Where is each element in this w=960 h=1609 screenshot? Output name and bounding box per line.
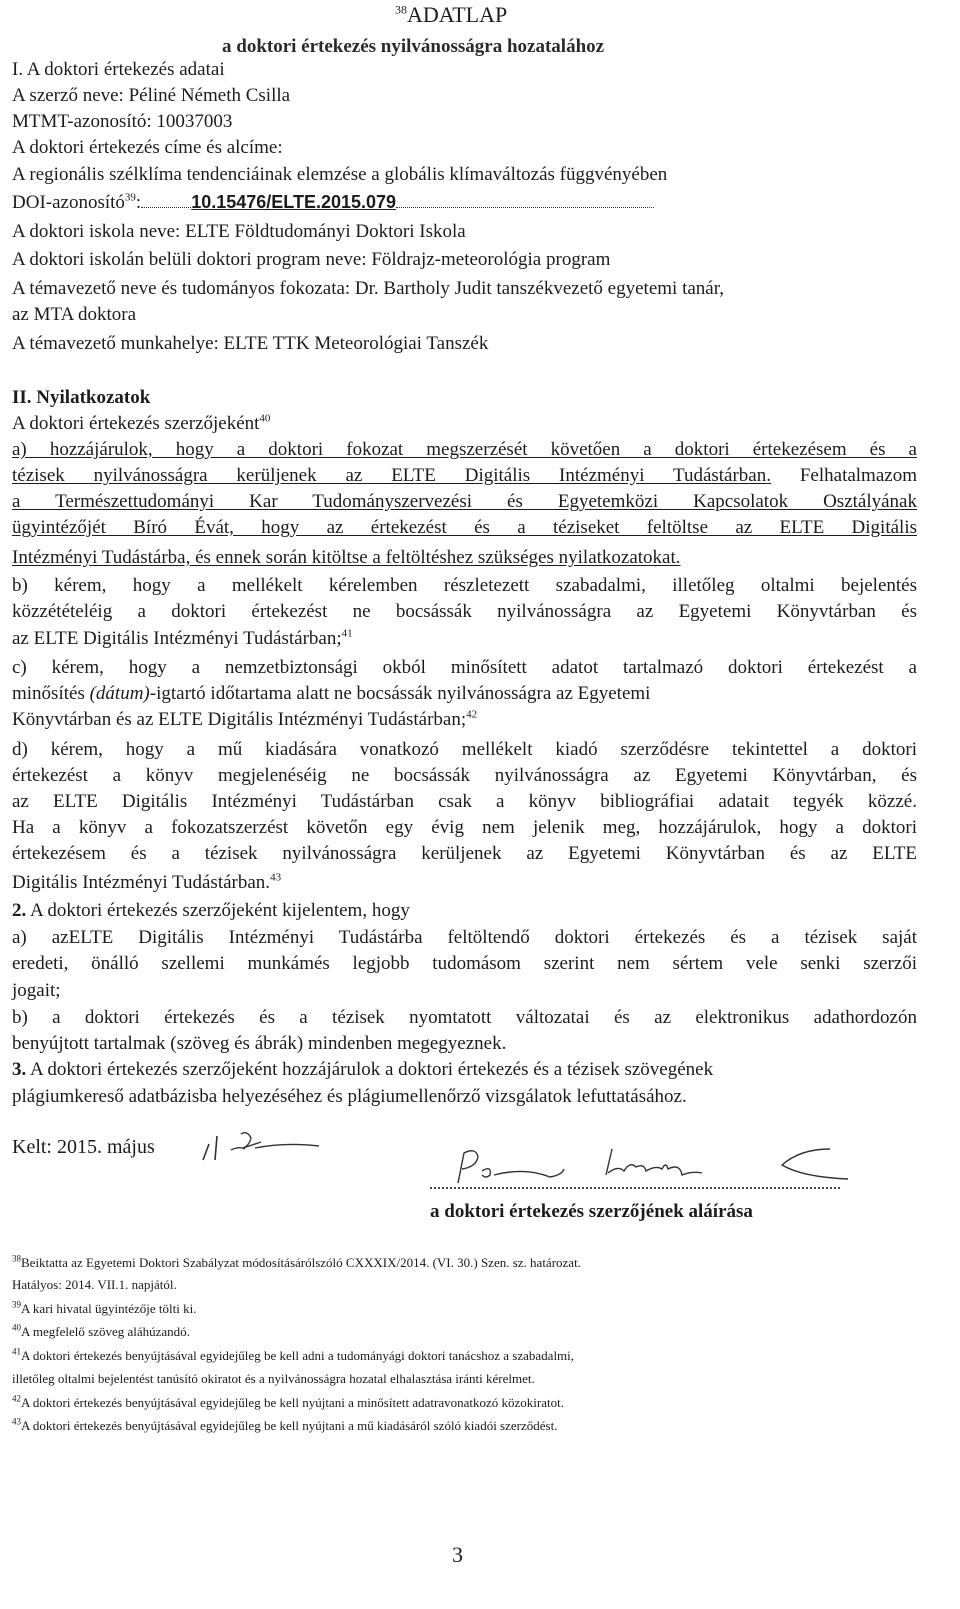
declaration-a-line-5: Intézményi Tudástárba, és ennek során kitöltse a feltöltéshez szükséges nyilatkozatokat. <box>12 547 681 568</box>
declaration-a-line-2 <box>12 463 917 489</box>
doi-footnote-ref: 39 <box>124 191 136 204</box>
doi-label: DOI-azonosító <box>12 192 125 213</box>
signature-caption: a doktori értekezés szerzőjének aláírása <box>430 1201 753 1222</box>
declaration-c-line-1: c) kérem, hogy a nemzetbiztonsági okból minősített adatot tartalmazó doktori értekezést a <box>12 657 917 678</box>
statement-3-line-1: A doktori értekezés szerzőjeként hozzájárulok a doktori értekezés és a tézisek szövegének <box>26 1059 714 1080</box>
doi-fill-line <box>141 191 191 208</box>
declaration-b-line-3-text: az ELTE Digitális Intézményi Tudástárban; <box>12 628 342 649</box>
declaration-a-line-1: a) hozzájárulok, hogy a doktori fokozat megszerzését követően a doktori értekezésem és a <box>12 439 917 460</box>
thesis-title-label: A doktori értekezés címe és alcíme: <box>12 137 283 158</box>
footnote-40-text: A megfelelő szöveg aláhúzandó. <box>21 1324 190 1339</box>
declaration-d-line-5: értekezésem és a tézisek nyilvánosságra kerüljenek az Egyetemi Könyvtárban és az ELTE <box>12 843 917 864</box>
declaration-a <box>12 437 917 541</box>
footnote-43 <box>12 1416 557 1435</box>
declaration-c-line-2-text: -igtartó időtartama alatt ne bocsássák nyilvánosságra az Egyetemi <box>149 683 651 704</box>
declaration-d-line-6 <box>12 870 281 896</box>
footnote-43-text: A doktori értekezés benyújtásával egyidejűleg be kell nyújtani a mű kiadásáról szóló kiadói szerződést. <box>21 1418 558 1433</box>
declaration-c-prefix: minősítés <box>12 683 90 704</box>
statement-2b-line-2: benyújtott tartalmak (szöveg és ábrák) mindenben megegyeznek. <box>12 1033 507 1054</box>
statement-2-intro <box>12 898 410 924</box>
statement-2b-line-1: b) a doktori értekezés és a tézisek nyomtatott változatai és az elektronikus adathordozón <box>12 1007 917 1028</box>
declaration-c-line-2 <box>12 681 650 707</box>
declaration-c-date-placeholder: (dátum) <box>89 683 150 704</box>
footnote-39-number: 39 <box>12 1299 21 1310</box>
doi-colon: : <box>135 192 142 213</box>
statement-2a <box>12 925 917 977</box>
declaration-a-line-4: ügyintézőjét Bíró Évát, hogy az értekezést és a téziseket feltöltse az ELTE Digitális <box>12 517 917 538</box>
declaration-c <box>12 655 917 681</box>
doctoral-school: A doktori iskola neve: ELTE Földtudományi Doktori Iskola <box>12 221 466 242</box>
footnote-41-line-2: illetőleg oltalmi bejelentést tanúsító okiratot és a nyilvánosságra hozatal elhalasztása iránti kérelmet. <box>12 1371 535 1386</box>
statement-2a-line-1: a) azELTE Digitális Intézményi Tudástárba feltöltendő doktori értekezés és a tézisek saját <box>12 927 917 948</box>
footnote-43-number: 43 <box>12 1416 21 1427</box>
footnote-38 <box>12 1253 581 1272</box>
author-signature-scribble <box>430 1135 850 1195</box>
doctoral-program: A doktori iskolán belüli doktori program neve: Földrajz-meteorológia program <box>12 249 611 270</box>
author-name: A szerző neve: Péliné Németh Csilla <box>12 85 291 106</box>
statement-2-intro-text: A doktori értekezés szerzőjeként kijelentem, hogy <box>26 900 410 921</box>
footnote-39 <box>12 1299 196 1318</box>
declaration-b <box>12 573 917 625</box>
declaration-a-line-2-underlined: tézisek nyilvánosságra kerüljenek az ELTE Digitális Intézményi Tudástárban. <box>12 465 771 486</box>
declaration-d-line-1: d) kérem, hogy a mű kiadására vonatkozó mellékelt kiadó szerződésre tekintettel a doktori <box>12 739 917 760</box>
footnote-38-number: 38 <box>12 1253 21 1264</box>
footnote-38-line-1: Beiktatta az Egyetemi Doktori Szabályzat módosításárólszóló CXXXIX/2014. (VI. 30.) Szen. sz. határozat. <box>21 1255 581 1270</box>
footnote-40-number: 40 <box>12 1322 21 1333</box>
date-label: Kelt: 2015. május <box>12 1136 155 1158</box>
declaration-c-line-3-text: Könyvtárban és az ELTE Digitális Intézményi Tudástárban; <box>12 709 467 730</box>
footnote-40 <box>12 1322 190 1341</box>
doi-row <box>12 189 654 216</box>
statement-2a-line-2: eredeti, önálló szellemi munkámés legjobb tudomásom szerint nem sértem vele senki szerzői <box>12 953 917 974</box>
form-title-text: ADATLAP <box>407 2 508 27</box>
signature-line <box>430 1187 840 1189</box>
declaration-a-line-2-tail: Felhatalmazom <box>771 465 917 486</box>
statement-3 <box>12 1057 713 1083</box>
footnote-42-number: 42 <box>12 1393 21 1404</box>
supervisor-workplace: A témavezető munkahelye: ELTE TTK Meteorológiai Tanszék <box>12 333 489 354</box>
doi-value: 10.15476/ELTE.2015.079 <box>191 192 397 212</box>
declaration-c-line-3 <box>12 707 477 733</box>
statement-3-number: 3. <box>12 1059 27 1080</box>
declaration-d-line-6-text: Digitális Intézményi Tudástárban. <box>12 872 271 893</box>
mtmt-id: MTMT-azonosító: 10037003 <box>12 111 233 132</box>
statement-2-number: 2. <box>12 900 27 921</box>
declaration-b-line-1: b) kérem, hogy a mellékelt kérelemben részletezett szabadalmi, illetőleg oltalmi bejelentés <box>12 575 917 596</box>
declaration-footnote-ref: 40 <box>259 412 271 425</box>
footnote-42-text: A doktori értekezés benyújtásával egyidejűleg be kell nyújtani a minősített adatravonatkozó közokiratot. <box>21 1395 564 1410</box>
statement-2b <box>12 1005 917 1031</box>
declaration-d <box>12 737 917 867</box>
section2-heading: II. Nyilatkozatok <box>12 387 151 408</box>
declaration-d-line-3: az ELTE Digitális Intézményi Tudástárban csak a könyv bibliográfiai adatait tegyék közzé. <box>12 791 917 812</box>
declaration-b-line-2: közzétételéig a doktori értekezést ne bocsássák nyilvánosságra az Egyetemi Könyvtárban és <box>12 601 917 622</box>
declaration-a-line-3: a Természettudományi Kar Tudományszervezési és Egyetemközi Kapcsolatok Osztályának <box>12 491 917 512</box>
handwritten-date-scribble <box>195 1116 335 1166</box>
thesis-title-value: A regionális szélklíma tendenciáinak elemzése a globális klímaváltozás függvényében <box>12 164 668 185</box>
declaration-d-line-2: értekezést a könyv megjelenéséig ne bocsássák nyilvánosságra az Egyetemi Könyvtárban, és <box>12 765 917 786</box>
footnote-39-text: A kari hivatal ügyintézője tölti ki. <box>21 1301 197 1316</box>
section1-heading: I. A doktori értekezés adatai <box>12 59 225 80</box>
supervisor-line-1: A témavezető neve és tudományos fokozata: Dr. Bartholy Judit tanszékvezető egyetemi tanár, <box>12 278 725 299</box>
form-subtitle: a doktori értekezés nyilvánosságra hozatalához <box>222 36 605 57</box>
statement-3-line-2: plágiumkereső adatbázisba helyezéséhez és plágiumellenőrző vizsgálatok lefuttatásához. <box>12 1086 687 1107</box>
footnote-41 <box>12 1346 574 1365</box>
footnote-38-line-2: Hatályos: 2014. VII.1. napjától. <box>12 1277 177 1292</box>
footnote-41-number: 41 <box>12 1346 21 1357</box>
statement-2a-line-3: jogait; <box>12 980 61 1001</box>
declaration-c-footnote-ref: 42 <box>466 708 478 721</box>
footnote-42 <box>12 1393 564 1412</box>
declaration-intro-text: A doktori értekezés szerzőjeként <box>12 413 260 434</box>
declaration-intro <box>12 411 270 437</box>
doi-fill-line-end <box>396 191 654 208</box>
declaration-d-footnote-ref: 43 <box>270 871 282 884</box>
declaration-d-line-4: Ha a könyv a fokozatszerzést követőn egy évig nem jelenik meg, hozzájárulok, hogy a doktori <box>12 817 917 838</box>
form-title-footnote-ref: 38 <box>395 2 407 17</box>
form-title <box>395 2 507 28</box>
declaration-b-line-3 <box>12 626 353 652</box>
declaration-b-footnote-ref: 41 <box>341 627 353 640</box>
supervisor-line-2: az MTA doktora <box>12 304 137 325</box>
footnote-41-line-1: A doktori értekezés benyújtásával egyidejűleg be kell adni a tudományági doktori tanácshoz a szabadalmi, <box>21 1348 575 1363</box>
page-number: 3 <box>452 1542 463 1567</box>
